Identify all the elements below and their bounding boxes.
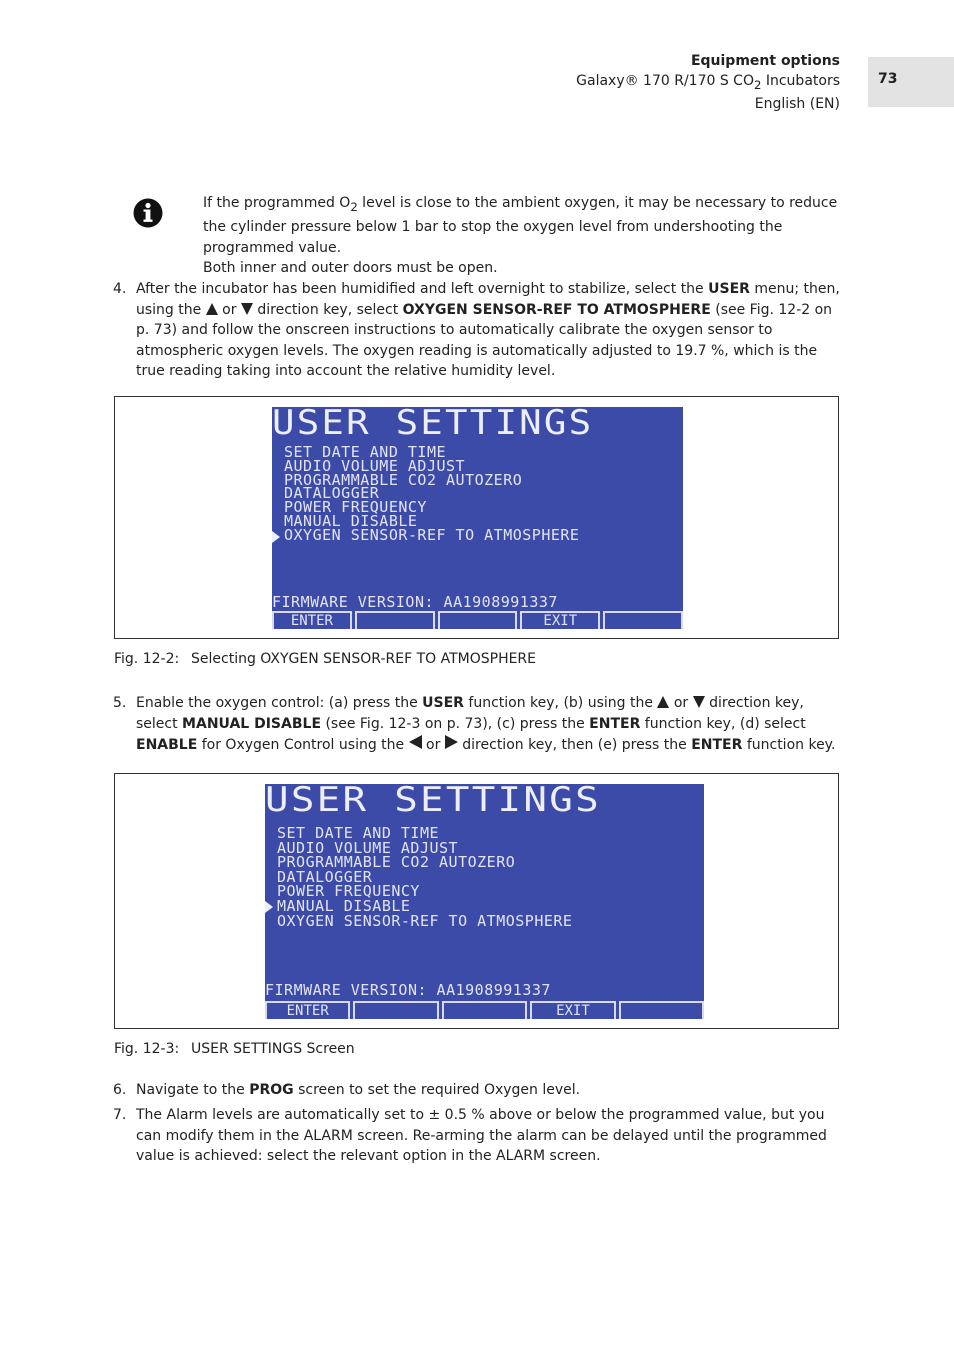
- page-number: 73: [868, 57, 954, 107]
- step-4: 4. After the incubator has been humidified and left overnight to stabilize, select the USER menu; then, using the or direction key, select OXYGEN SENSOR-REF TO ATMOSPHERE (see Fig. 12-2 on p. 73) and follow the onscreen instructions to automatically calibrate the oxygen sensor to atmospheric oxygen levels. The oxygen reading is automatically adjusted to 19.7 %, which is the true reading taking into account the relative humidity level.: [113, 281, 840, 379]
- menu-item-datalogger[interactable]: DATALOGGER: [284, 484, 380, 503]
- function-key-2[interactable]: [353, 1001, 438, 1019]
- enter-key[interactable]: ENTER: [265, 1001, 350, 1019]
- screen-title: USER SETTINGS: [272, 407, 594, 443]
- function-key-3[interactable]: [442, 1001, 527, 1019]
- settings-menu: [284, 443, 580, 544]
- figure-caption: Fig. 12-3: USER SETTINGS Screen: [114, 1041, 355, 1057]
- step-7: 7. The Alarm levels are automatically set to ± 0.5 % above or below the programmed value, but you can modify them in the ALARM screen. Re-arming the alarm can be delayed until the programmed value is achieved: select the relevant option in the ALARM screen.: [113, 1107, 827, 1164]
- info-note: [203, 193, 841, 279]
- menu-item-co2-autozero[interactable]: PROGRAMMABLE CO2 AUTOZERO: [277, 853, 516, 872]
- figure-12-3: [114, 773, 839, 1029]
- user-settings-screen: [272, 407, 683, 629]
- function-key-3[interactable]: [438, 611, 518, 629]
- screen-title: USER SETTINGS: [265, 784, 601, 820]
- right-arrow-icon: [445, 735, 458, 749]
- running-header: [576, 52, 840, 114]
- menu-item-power-frequency[interactable]: POWER FREQUENCY: [284, 498, 427, 517]
- step-6: 6. Navigate to the PROG screen to set the required Oxygen level.: [113, 1082, 581, 1098]
- info-icon: [133, 198, 163, 228]
- menu-item-co2-autozero[interactable]: PROGRAMMABLE CO2 AUTOZERO: [284, 470, 523, 489]
- language-label: English (EN): [754, 95, 840, 112]
- down-arrow-icon: [241, 303, 253, 315]
- function-key-5[interactable]: [603, 611, 683, 629]
- function-key-2[interactable]: [355, 611, 435, 629]
- note-doors: Both inner and outer doors must be open.: [203, 260, 498, 277]
- function-keys: [265, 1001, 704, 1019]
- menu-item-oxygen-sensor-ref[interactable]: OXYGEN SENSOR-REF TO ATMOSPHERE: [284, 525, 580, 544]
- product-line: Galaxy® 170 R/170 S $CO_2$ Incubators: [576, 72, 840, 92]
- menu-item-manual-disable[interactable]: MANUAL DISABLE: [277, 899, 572, 914]
- figure-12-2: [114, 396, 839, 639]
- menu-item-set-date[interactable]: SET DATE AND TIME: [284, 443, 447, 461]
- menu-item-audio-volume[interactable]: AUDIO VOLUME ADJUST: [284, 456, 466, 475]
- settings-menu: [277, 826, 572, 928]
- firmware-version: FIRMWARE VERSION: AA1908991337: [272, 593, 558, 611]
- figure-caption: Fig. 12-2: Selecting OXYGEN SENSOR-REF TO ATMOSPHERE: [114, 651, 537, 667]
- up-arrow-icon: [206, 303, 218, 315]
- enter-key[interactable]: ENTER: [272, 611, 352, 629]
- function-keys: [272, 611, 683, 629]
- menu-item-power-frequency[interactable]: POWER FREQUENCY: [277, 882, 420, 901]
- firmware-version: FIRMWARE VERSION: AA1908991337: [265, 981, 551, 999]
- section-title: Equipment options: [690, 53, 840, 69]
- menu-item-manual-disable[interactable]: MANUAL DISABLE: [284, 511, 418, 530]
- note-text: If the programmed $O_2$ level is close to the ambient oxygen, it may be necessary to reduce the cylinder pressure below 1 bar to stop the oxygen level from undershooting the programmed value.: [203, 195, 838, 256]
- menu-item-set-date[interactable]: SET DATE AND TIME: [277, 824, 440, 842]
- menu-item-datalogger[interactable]: DATALOGGER: [277, 867, 373, 886]
- menu-item-audio-volume[interactable]: AUDIO VOLUME ADJUST: [277, 838, 459, 857]
- down-arrow-icon: [693, 696, 705, 708]
- exit-key[interactable]: EXIT: [520, 611, 600, 629]
- exit-key[interactable]: EXIT: [530, 1001, 615, 1019]
- function-key-5[interactable]: [619, 1001, 704, 1019]
- left-arrow-icon: [409, 735, 422, 749]
- step-5: 5. Enable the oxygen control: (a) press the USER function key, (b) using the or direction key, select MANUAL DISABLE (see Fig. 12-3 on p. 73), (c) press the ENTER function key, (d) select ENABLE for Oxygen Control using the or direction key, then (e) press the ENTER function key.: [113, 695, 836, 753]
- user-settings-screen: [265, 784, 704, 1019]
- up-arrow-icon: [657, 696, 669, 708]
- menu-item-oxygen-sensor-ref[interactable]: OXYGEN SENSOR-REF TO ATMOSPHERE: [277, 911, 573, 930]
